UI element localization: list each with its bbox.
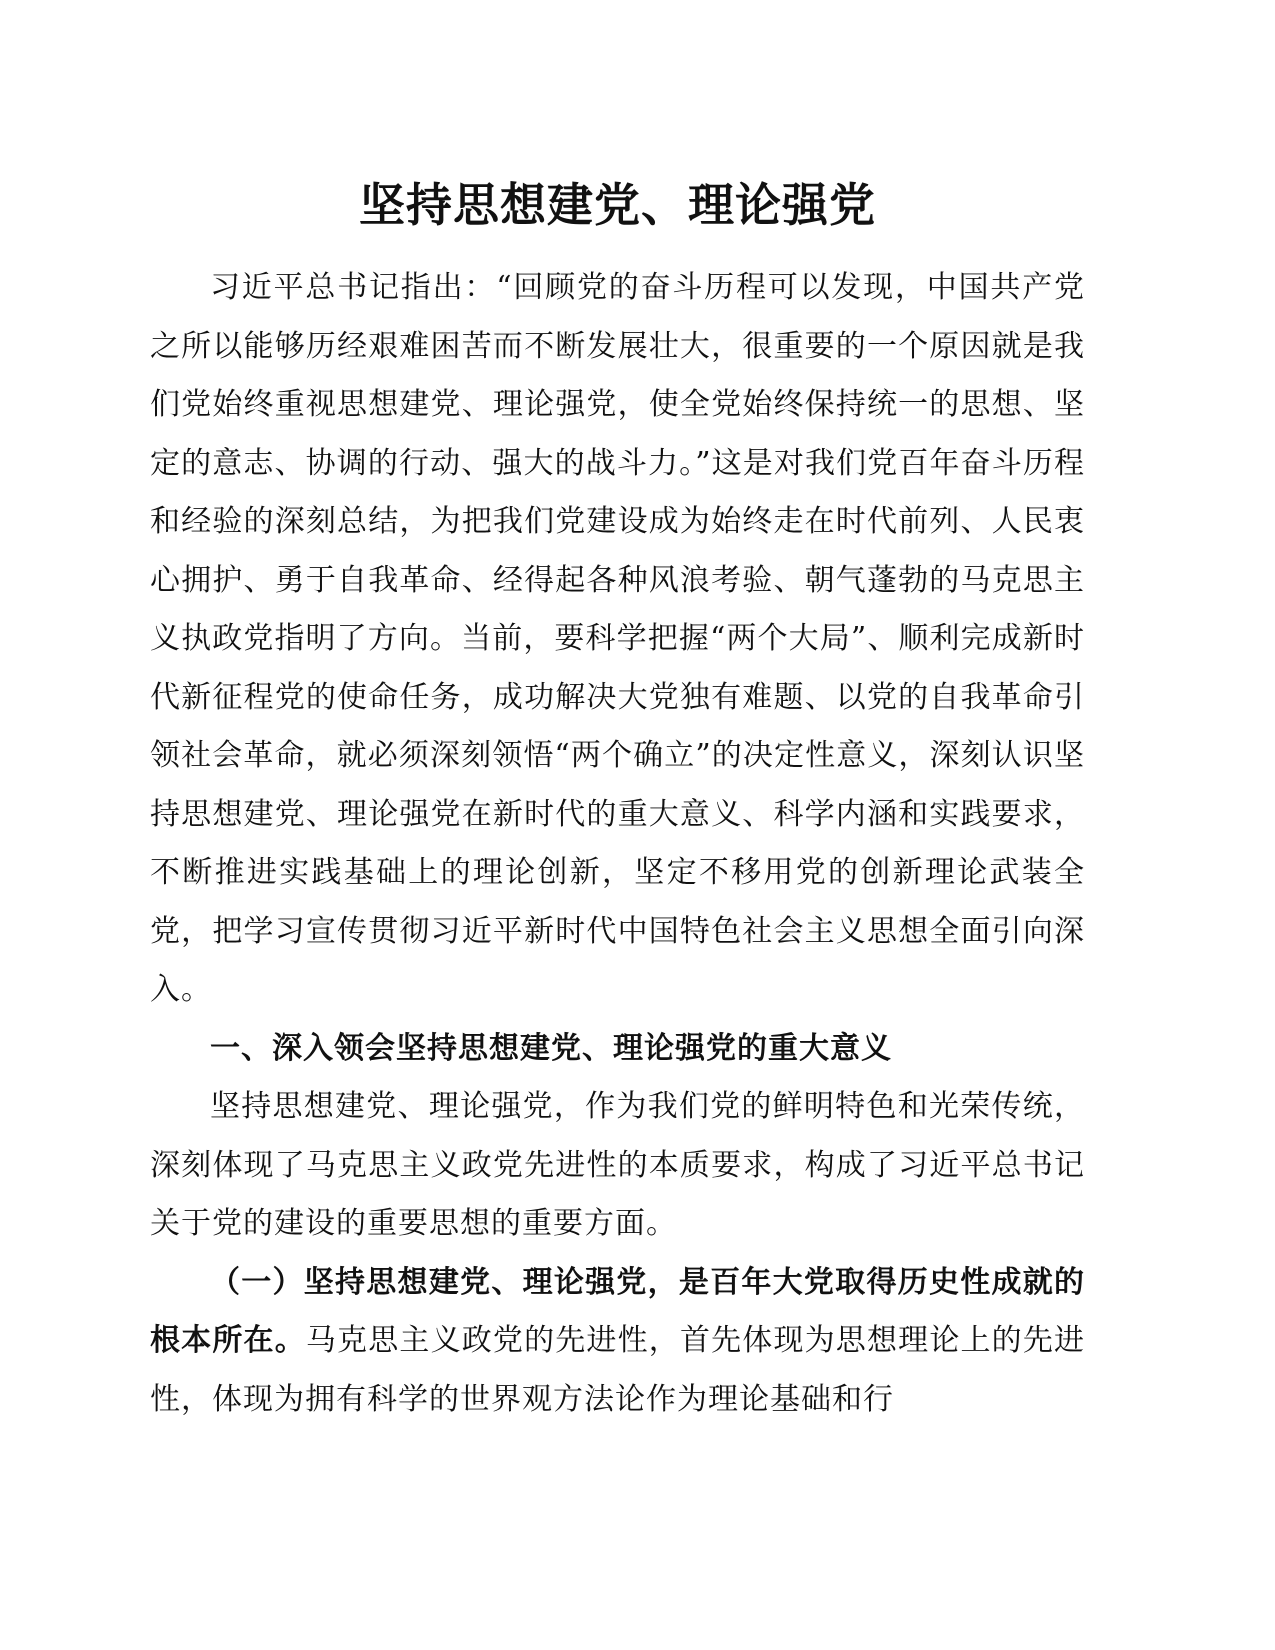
subsection-1-lead: （一）坚持思想建党、理论强党，是百年大党取得历史性成就的根本所在。 (150, 1264, 1085, 1358)
document-title: 坚持思想建党、理论强党 (359, 178, 876, 232)
subsection-1-text: 马克思主义政党的先进性，首先体现为思想理论上的先进性，体现为拥有科学的世界观方法论作为理论基础和行 (150, 1323, 1086, 1417)
section-1-heading: 一、深入领会坚持思想建党、理论强党的重大意义 (210, 1030, 892, 1066)
section-1-paragraph: 坚持思想建党、理论强党，作为我们党的鲜明特色和光荣传统，深刻体现了马克思主义政党先进性的本质要求，构成了习近平总书记关于党的建设的重要思想的重要方面。 (150, 1089, 1085, 1241)
document-page (150, 165, 1085, 1429)
subsection-1-paragraph (150, 1254, 1085, 1430)
intro-paragraph: 习近平总书记指出：“回顾党的奋斗历程可以发现，中国共产党之所以能够历经艰难困苦而不断发展壮大，很重要的一个原因就是我们党始终重视思想建党、理论强党，使全党始终保持统一的思想、坚定的意志、协调的行动、强大的战斗力。”这是对我们党百年奋斗历程和经验的深刻总结，为把我们党建设成为始终走在时代前列、人民衷心拥护、勇于自我革命、经得起各种风浪考验、朝气蓬勃的马克思主义执政党指明了方向。当前，要科学把握“两个大局”、顺利完成新时代新征程党的使命任务，成功解决大党独有难题、以党的自我革命引领社会革命，就必须深刻领悟“两个确立”的决定性意义，深刻认识坚持思想建党、理论强党在新时代的重大意义、科学内涵和实践要求，不断推进实践基础上的理论创新，坚定不移用党的创新理论武装全党，把学习宣传贯彻习近平新时代中国特色社会主义思想全面引向深入。 (150, 270, 1085, 1007)
